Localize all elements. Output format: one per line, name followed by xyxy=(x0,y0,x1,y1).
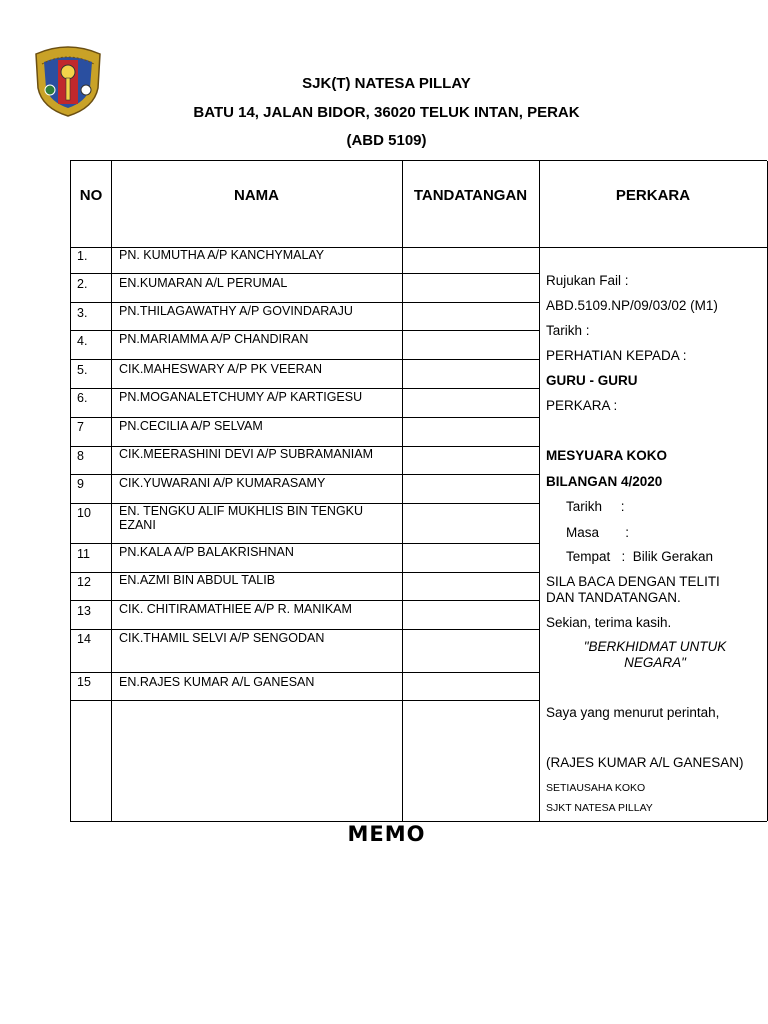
school-address: BATU 14, JALAN BIDOR, 36020 TELUK INTAN, PERAK xyxy=(193,104,580,121)
motto-text: "BERKHIDMAT UNTUK NEGARA" xyxy=(583,639,727,670)
subject-label: PERKARA : xyxy=(546,398,618,413)
row-number: 9 xyxy=(77,477,84,491)
row-name: CIK. CHITIRAMATHIEE A/P R. MANIKAM xyxy=(119,602,352,616)
meeting-date: Tarikh : xyxy=(566,499,625,514)
row-number: 11 xyxy=(77,547,90,561)
signatory-school: SJKT NATESA PILLAY xyxy=(546,802,653,814)
memo-title: MEMO xyxy=(347,822,426,846)
row-number: 8 xyxy=(77,449,84,463)
row-number: 15 xyxy=(77,675,91,689)
reference-value: ABD.5109.NP/09/03/02 (M1) xyxy=(546,298,718,313)
row-number: 10 xyxy=(77,506,91,520)
attendance-table xyxy=(70,160,767,822)
row-name: PN.THILAGAWATHY A/P GOVINDARAJU xyxy=(119,304,353,318)
row-divider xyxy=(71,700,539,701)
attention-value: GURU - GURU xyxy=(546,373,638,388)
reference-label: Rujukan Fail : xyxy=(546,273,629,288)
row-name: EN.AZMI BIN ABDUL TALIB xyxy=(119,573,276,587)
row-divider xyxy=(71,543,539,544)
row-name: CIK.MAHESWARY A/P PK VEERAN xyxy=(119,362,323,376)
row-number: 2. xyxy=(77,277,88,291)
row-name: CIK.THAMIL SELVI A/P SENGODAN xyxy=(119,631,325,645)
row-name: PN.MOGANALETCHUMY A/P KARTIGESU xyxy=(119,390,363,404)
row-divider xyxy=(71,302,539,303)
school-name: SJK(T) NATESA PILLAY xyxy=(302,75,471,92)
meeting-time: Masa : xyxy=(566,525,630,540)
row-divider xyxy=(71,273,539,274)
row-name: EN. TENGKU ALIF MUKHLIS BIN TENGKU EZANI xyxy=(119,504,364,532)
column-divider xyxy=(539,161,540,821)
column-header-no: NO xyxy=(79,187,103,204)
row-number: 6. xyxy=(77,391,88,405)
instruction-text: SILA BACA DENGAN TELITI DAN TANDATANGAN. xyxy=(546,574,720,605)
row-divider xyxy=(71,474,539,475)
row-number: 13 xyxy=(77,604,91,618)
row-divider xyxy=(71,629,539,630)
row-name: PN.CECILIA A/P SELVAM xyxy=(119,419,263,433)
row-number: 4. xyxy=(77,334,88,348)
school-code: (ABD 5109) xyxy=(346,132,427,149)
row-number: 5. xyxy=(77,363,88,377)
row-divider xyxy=(71,388,539,389)
closing-text: Saya yang menurut perintah, xyxy=(546,705,720,720)
row-divider xyxy=(71,330,539,331)
row-name: PN. KUMUTHA A/P KANCHYMALAY xyxy=(119,248,325,262)
row-number: 7 xyxy=(77,420,84,434)
row-divider xyxy=(71,359,539,360)
meeting-venue: Tempat : Bilik Gerakan xyxy=(566,549,714,564)
row-number: 14 xyxy=(77,632,91,646)
column-header-tandatangan: TANDATANGAN xyxy=(413,187,528,204)
row-name: CIK.MEERASHINI DEVI A/P SUBRAMANIAM xyxy=(119,447,373,461)
row-number: 1. xyxy=(77,249,88,263)
row-number: 12 xyxy=(77,575,91,589)
meeting-title: MESYUARA KOKO xyxy=(546,448,668,463)
row-name: CIK.YUWARANI A/P KUMARASAMY xyxy=(119,476,326,490)
signatory-name: (RAJES KUMAR A/L GANESAN) xyxy=(546,755,744,770)
attention-label: PERHATIAN KEPADA : xyxy=(546,348,687,363)
row-divider xyxy=(71,600,539,601)
row-number: 3. xyxy=(77,306,88,320)
row-divider xyxy=(71,672,539,673)
row-divider xyxy=(71,417,539,418)
thanks-text: Sekian, terima kasih. xyxy=(546,615,672,630)
meeting-number: BILANGAN 4/2020 xyxy=(546,474,663,489)
row-name: PN.MARIAMMA A/P CHANDIRAN xyxy=(119,332,309,346)
row-name: EN.RAJES KUMAR A/L GANESAN xyxy=(119,675,315,689)
column-header-nama: NAMA xyxy=(234,187,279,204)
column-header-perkara: PERKARA xyxy=(615,187,691,204)
row-name: PN.KALA A/P BALAKRISHNAN xyxy=(119,545,294,559)
row-name: EN.KUMARAN A/L PERUMAL xyxy=(119,276,288,290)
date-label: Tarikh : xyxy=(546,323,590,338)
column-divider xyxy=(402,161,403,821)
signatory-position: SETIAUSAHA KOKO xyxy=(546,782,646,794)
